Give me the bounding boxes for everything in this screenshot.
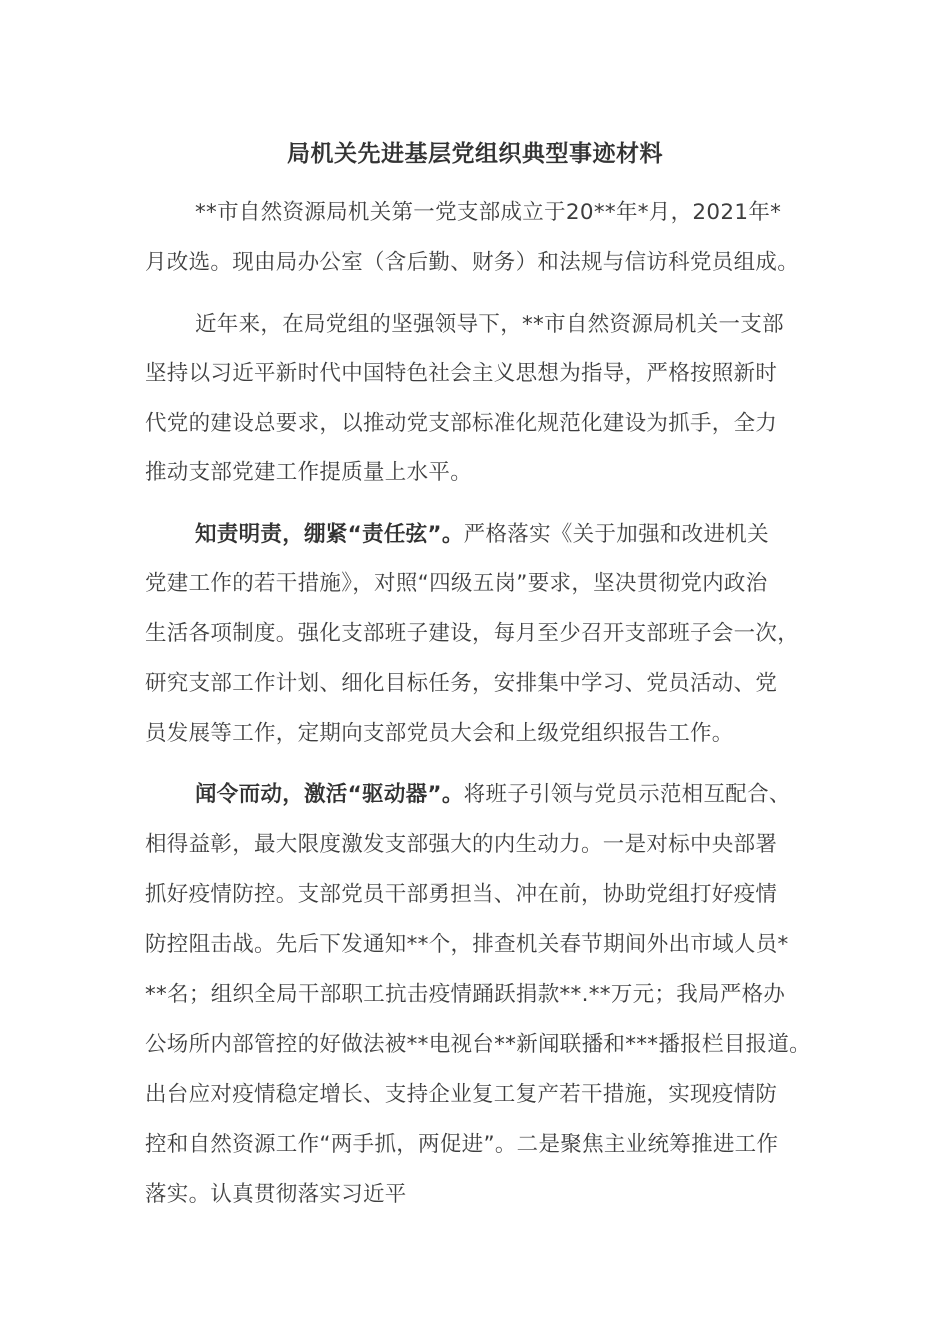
document-title: 局机关先进基层党组织典型事迹材料 [287, 141, 663, 167]
text-span: 将班子引领与党员示范相互配合、 [463, 782, 791, 807]
text-line: 抓好疫情防控。支部党员干部勇担当、冲在前，协助党组打好疫情 [145, 882, 778, 907]
text-line: 推动支部党建工作提质量上水平。 [145, 460, 473, 485]
text-line: 员发展等工作，定期向支部党员大会和上级党组织报告工作。 [145, 721, 734, 746]
text-line: 相得益彰，最大限度激发支部强大的内生动力。一是对标中央部署 [145, 832, 778, 857]
text-line [195, 780, 815, 810]
text-line: 研究支部工作计划、细化目标任务，安排集中学习、党员活动、党 [145, 671, 778, 696]
text-line: **名；组织全局干部职工抗击疫情踊跃捐款**.**万元；我局严格办 [145, 982, 786, 1007]
text-line: **市自然资源局机关第一党支部成立于20**年*月，2021年* [195, 200, 782, 225]
section-heading: 知责明责，绷紧“责任弦”。 [195, 522, 464, 547]
text-line: 落实。认真贯彻落实习近平 [145, 1182, 407, 1207]
text-line: 近年来，在局党组的坚强领导下，**市自然资源局机关一支部 [195, 312, 784, 337]
text-line [195, 520, 815, 550]
text-span: 严格落实《关于加强和改进机关 [463, 522, 769, 547]
text-line: 生活各项制度。强化支部班子建设，每月至少召开支部班子会一次， [145, 621, 800, 646]
text-line: 防控阻击战。先后下发通知**个，排查机关春节期间外出市域人员* [145, 932, 789, 957]
text-line: 控和自然资源工作“两手抓，两促进”。二是聚焦主业统筹推进工作 [145, 1132, 779, 1157]
text-line: 月改选。现由局办公室（含后勤、财务）和法规与信访科党员组成。 [145, 250, 800, 275]
text-line: 出台应对疫情稳定增长、支持企业复工复产若干措施，实现疫情防 [145, 1082, 778, 1107]
section-heading: 闻令而动，激活“驱动器”。 [195, 782, 464, 807]
text-line: 公场所内部管控的好做法被**电视台**新闻联播和***播报栏目报道。 [145, 1032, 811, 1057]
text-line: 坚持以习近平新时代中国特色社会主义思想为指导，严格按照新时 [145, 361, 778, 386]
text-line: 党建工作的若干措施》，对照“四级五岗”要求，坚决贯彻党内政治 [145, 571, 768, 596]
text-line: 代党的建设总要求，以推动党支部标准化规范化建设为抓手，全力 [145, 411, 778, 436]
